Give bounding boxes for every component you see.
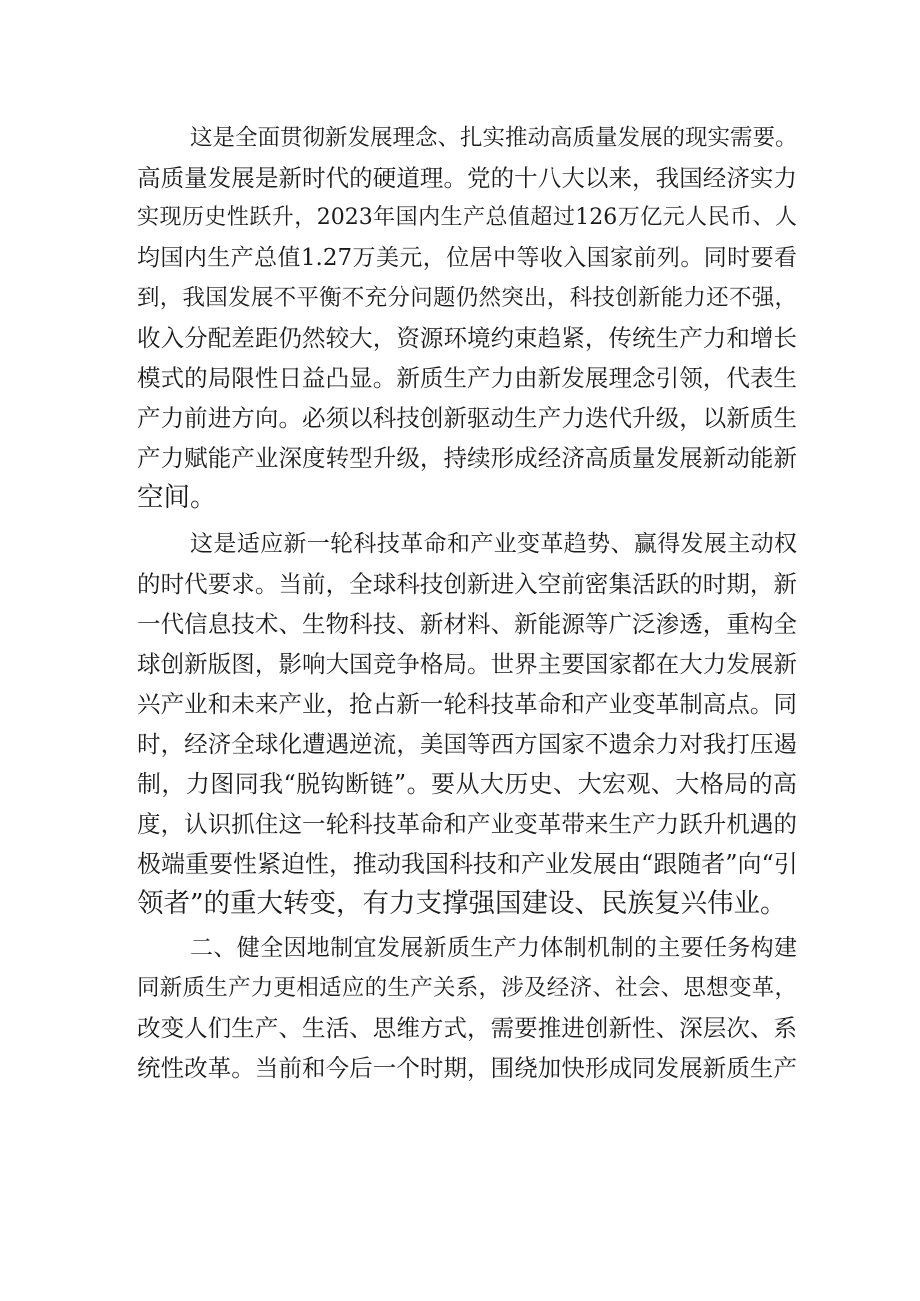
text-line: 模式的局限性日益凸显。新质生产力由新发展理念引领，代表生 [137,364,797,392]
text-line: 极端重要性紧迫性，推动我国科技和产业发展由“跟随者”向“引 [137,850,798,878]
text-line: 改变人们生产、生活、思维方式，需要推进创新性、深层次、系 [137,1014,797,1042]
text-line: 制，力图同我“脱钩断链”。要从大历史、大宏观、大格局的高 [137,770,797,798]
text-line: 球创新版图，影响大国竞争格局。世界主要国家都在大力发展新 [137,650,797,678]
text-line: 时，经济全球化遭遇逆流，美国等西方国家不遗余力对我打压遏 [137,730,797,758]
paragraph-1 [137,118,797,518]
paragraph-3 [137,928,797,1088]
text-line: 收入分配差距仍然较大，资源环境约束趋紧，传统生产力和增长 [137,324,797,352]
section-heading-line: 二、健全因地制宜发展新质生产力体制机制的主要任务构建 [190,935,797,961]
text-line: 这是全面贯彻新发展理念、扎实推动高质量发展的现实需要。 [190,125,798,151]
text-line: 的时代要求。当前，全球科技创新进入空前密集活跃的时期，新 [137,570,797,598]
text-line: 空间。 [137,482,217,513]
body-text [137,118,797,1088]
text-line: 统性改革。当前和今后一个时期，围绕加快形成同发展新质生产 [137,1054,797,1082]
paragraph-2 [137,524,797,924]
text-line: 到，我国发展不平衡不充分问题仍然突出，科技创新能力还不强， [137,285,797,311]
text-line: 同新质生产力更相适应的生产关系，涉及经济、社会、思想变革， [137,975,797,1001]
text-line: 这是适应新一轮科技革命和产业变革趋势、赢得发展主动权 [190,531,797,557]
text-line: 产力赋能产业深度转型升级，持续形成经济高质量发展新动能新 [137,444,797,472]
text-line: 一代信息技术、生物科技、新材料、新能源等广泛渗透，重构全 [137,610,797,638]
text-line: 均国内生产总值1.27万美元，位居中等收入国家前列。同时要看 [137,245,797,271]
text-line: 度，认识抓住这一轮科技革命和产业变革带来生产力跃升机遇的 [137,810,797,838]
text-line: 产力前进方向。必须以科技创新驱动生产力迭代升级，以新质生 [137,404,797,432]
text-line: 高质量发展是新时代的硬道理。党的十八大以来，我国经济实力 [137,164,797,192]
text-line: 实现历史性跃升，2023年国内生产总值超过126万亿元人民币、人 [137,205,797,230]
text-line: 兴产业和未来产业，抢占新一轮科技革命和产业变革制高点。同 [137,690,797,718]
text-line: 领者”的重大转变，有力支撑强国建设、民族复兴伟业。 [137,888,787,919]
